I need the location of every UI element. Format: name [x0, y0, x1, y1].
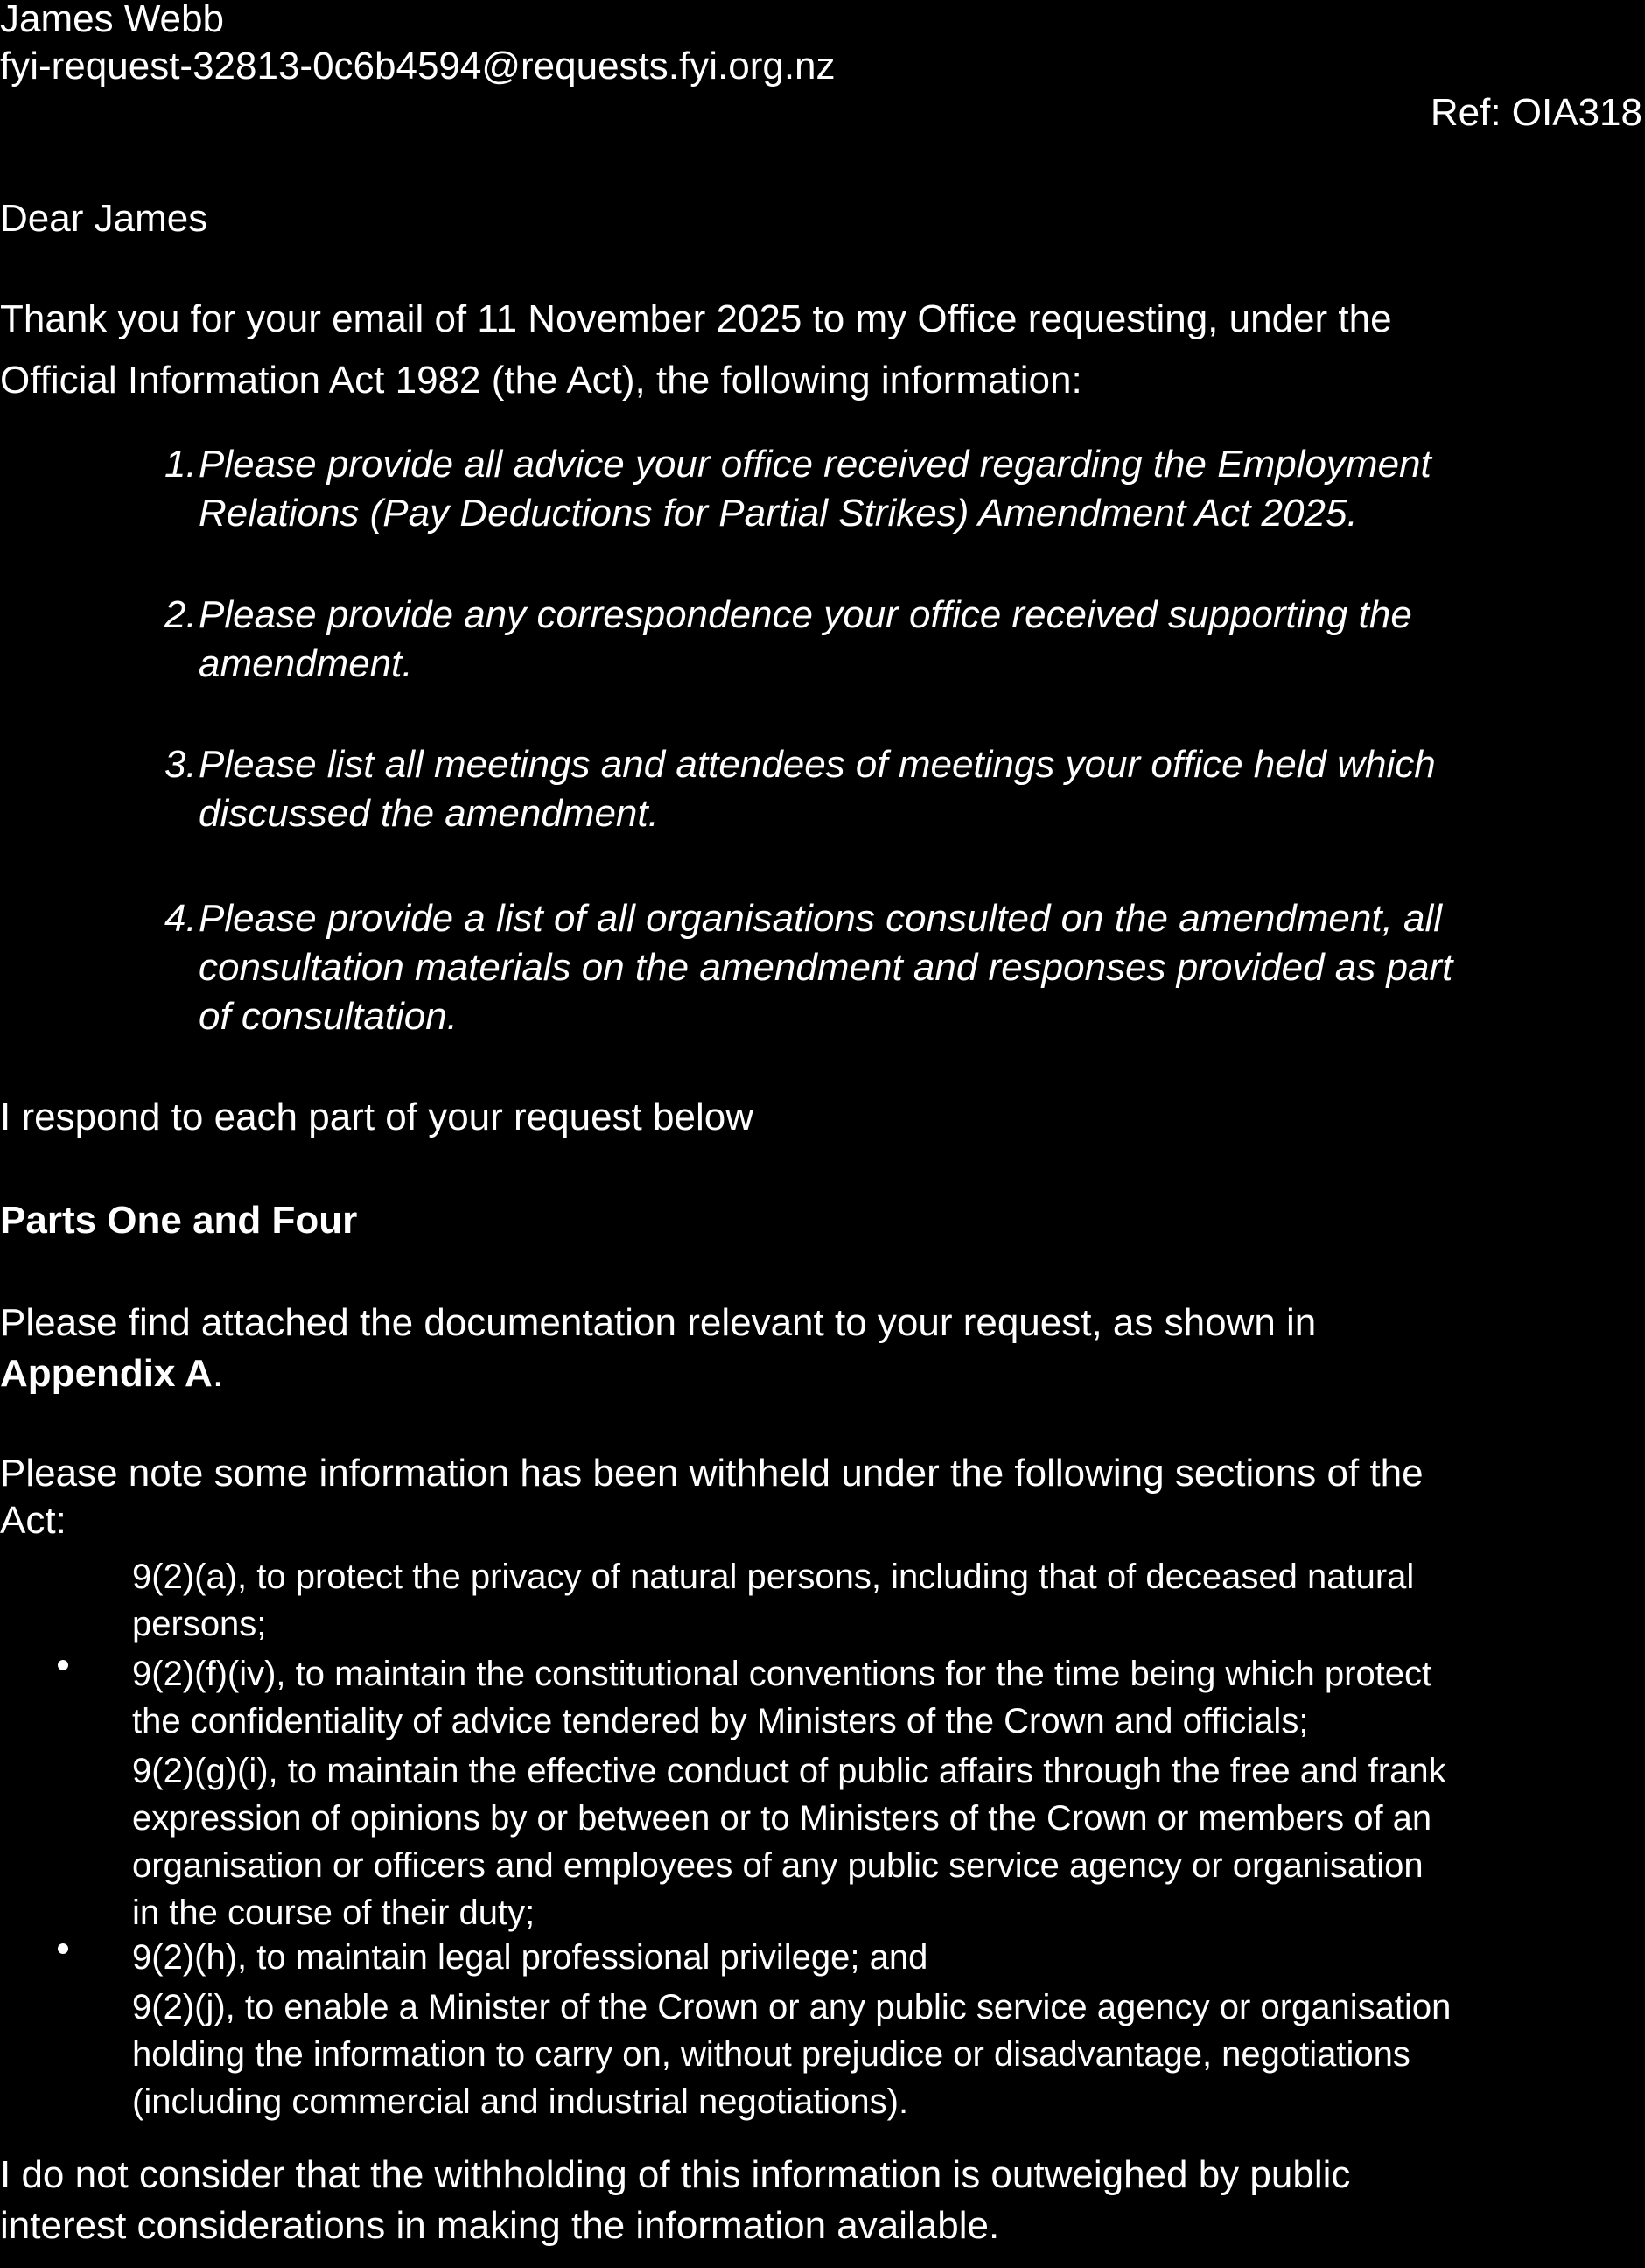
closing-line: interest considerations in making the information available.	[0, 2204, 1000, 2247]
ground-text	[132, 1934, 928, 1981]
recipient-email: fyi-request-32813-0c6b4594@requests.fyi.org.nz	[0, 45, 836, 88]
request-number: 3.	[164, 743, 197, 786]
request-line: Please list all meetings and attendees of meetings your office held which	[199, 743, 1436, 786]
respond-statement: I respond to each part of your request below	[0, 1096, 753, 1138]
request-line: Please provide a list of all organisations consulted on the amendment, all	[199, 897, 1443, 940]
request-text	[199, 440, 1432, 538]
ground-line: holding the information to carry on, without prejudice or disadvantage, negotiations	[132, 2035, 1410, 2074]
ground-line: 9(2)(g)(i), to maintain the effective conduct of public affairs through the free and frank	[132, 1752, 1446, 1790]
appendix-reference: Appendix A	[0, 1352, 213, 1395]
recipient-name: James Webb	[0, 0, 224, 40]
appendix-period: .	[212, 1352, 224, 1395]
salutation: Dear James	[0, 197, 208, 240]
closing-paragraph	[0, 2150, 1350, 2251]
request-line: consultation materials on the amendment and responses provided as part	[199, 946, 1453, 989]
ground-line: organisation or officers and employees of any public service agency or organisation	[132, 1846, 1424, 1885]
bullet-dot-icon	[57, 1942, 69, 1955]
reference-number: Ref: OIA318	[1430, 91, 1642, 134]
ground-line: 9(2)(f)(iv), to maintain the constitutional conventions for the time being which protect	[132, 1655, 1432, 1693]
request-text	[199, 740, 1436, 838]
request-text	[199, 894, 1452, 1041]
ground-text	[132, 1553, 1414, 1648]
ground-line: expression of opinions by or between or to Ministers of the Crown or members of an	[132, 1799, 1432, 1838]
attachment-line: Please find attached the documentation relevant to your request, as shown in	[0, 1301, 1317, 1344]
ground-text	[132, 1747, 1446, 1936]
ground-line: the confidentiality of advice tendered by Ministers of the Crown and officials;	[132, 1702, 1309, 1740]
request-number: 2.	[164, 593, 197, 636]
withholding-note	[0, 1450, 1424, 1544]
ground-text	[132, 1650, 1432, 1745]
ground-line: persons;	[132, 1605, 267, 1643]
ground-line: (including commercial and industrial negotiations).	[132, 2082, 909, 2121]
closing-line: I do not consider that the withholding of this information is outweighed by public	[0, 2153, 1351, 2196]
note-line: Please note some information has been withheld under the following sections of the	[0, 1452, 1424, 1494]
attachment-paragraph	[0, 1298, 1316, 1399]
request-line: Please provide any correspondence your office received supporting the	[199, 593, 1412, 636]
request-line: amendment.	[199, 642, 413, 685]
section-heading: Parts One and Four	[0, 1199, 358, 1242]
attachment-line	[0, 1348, 1316, 1399]
request-line: of consultation.	[199, 995, 458, 1038]
request-line: Please provide all advice your office received regarding the Employment	[199, 443, 1432, 486]
note-line: Act:	[0, 1499, 66, 1542]
request-line: Relations (Pay Deductions for Partial Strikes) Amendment Act 2025.	[199, 492, 1358, 535]
ground-text	[132, 1984, 1451, 2125]
ground-line: 9(2)(a), to protect the privacy of natural persons, including that of deceased natural	[132, 1558, 1415, 1596]
intro-paragraph	[0, 289, 1392, 411]
ground-line: in the course of their duty;	[132, 1894, 536, 1932]
request-number: 4.	[164, 897, 197, 940]
request-line: discussed the amendment.	[199, 792, 659, 835]
intro-line: Official Information Act 1982 (the Act), the following information:	[0, 359, 1082, 402]
request-text	[199, 591, 1412, 689]
ground-line: 9(2)(j), to enable a Minister of the Crown or any public service agency or organisation	[132, 1988, 1452, 2026]
bullet-dot-icon	[57, 1659, 69, 1671]
ground-line: 9(2)(h), to maintain legal professional privilege; and	[132, 1938, 928, 1977]
intro-line: Thank you for your email of 11 November 2025 to my Office requesting, under the	[0, 298, 1392, 340]
request-number: 1.	[164, 443, 197, 486]
